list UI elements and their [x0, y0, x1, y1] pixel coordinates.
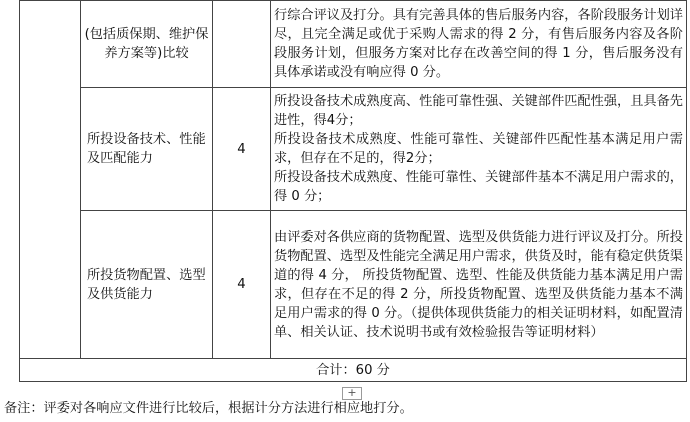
- description-cell: [271, 211, 687, 359]
- table-row: [20, 88, 687, 211]
- criterion-cell: 所投货物配置、选型及供货能力: [81, 211, 213, 359]
- score-cell: 4: [213, 211, 271, 359]
- add-row-button[interactable]: +: [342, 387, 362, 400]
- scoring-table: [19, 0, 687, 382]
- description-cell: [271, 88, 687, 211]
- table-row: [20, 211, 687, 359]
- table-row: [20, 1, 687, 88]
- footnote: 备注：评委对各响应文件进行比较后，根据计分方法进行相应地打分。: [4, 401, 413, 416]
- description-line: 所投设备技术成熟度高、性能可靠性强、关键部件匹配性强，且具备先进性，得4分；: [274, 94, 683, 128]
- criterion-cell: (包括质保期、维护保养方案等)比较: [81, 1, 213, 88]
- description-line: 由评委对各供应商的货物配置、选型及供货能力进行评议及打分。所投货物配置、选型及性能完全满足用户需求，供货及时，能有稳定供货渠道的得 4 分， 所投货物配置、选型、性能及供货能力基本满足用户需求，但存在不足的得 2 分，所投货物配置、选型及供货能力基本不满足用户需求的得 0 分。（提供体现供货能力的相关证明材料，如配置清单、相关认证、技术说明书或有效检验报告等证明材料）: [274, 229, 683, 340]
- total-row: [20, 359, 687, 382]
- description-line: 所投设备技术成熟度、性能可靠性、关键部件基本不满足用户需求的，得 0 分；: [274, 170, 683, 204]
- total-cell: 合计：60 分: [20, 359, 687, 382]
- description-line: 所投设备技术成熟度、性能可靠性、关键部件匹配性基本满足用户需求，但存在不足的，得2分；: [274, 132, 683, 166]
- criterion-cell: 所投设备技术、性能及匹配能力: [81, 88, 213, 211]
- description-line: 行综合评议及打分。具有完善具体的售后服务内容，各阶段服务计划详尽，且完全满足或优于采购人需求的得 2 分，有售后服务内容及各阶段服务计划，但服务方案对比存在改善空间的得 1 分，售后服务没有具体承诺或没有响应得 0 分。: [274, 8, 683, 80]
- description-cell: [271, 1, 687, 88]
- score-cell: [213, 1, 271, 88]
- category-cell: [20, 1, 81, 359]
- score-cell: 4: [213, 88, 271, 211]
